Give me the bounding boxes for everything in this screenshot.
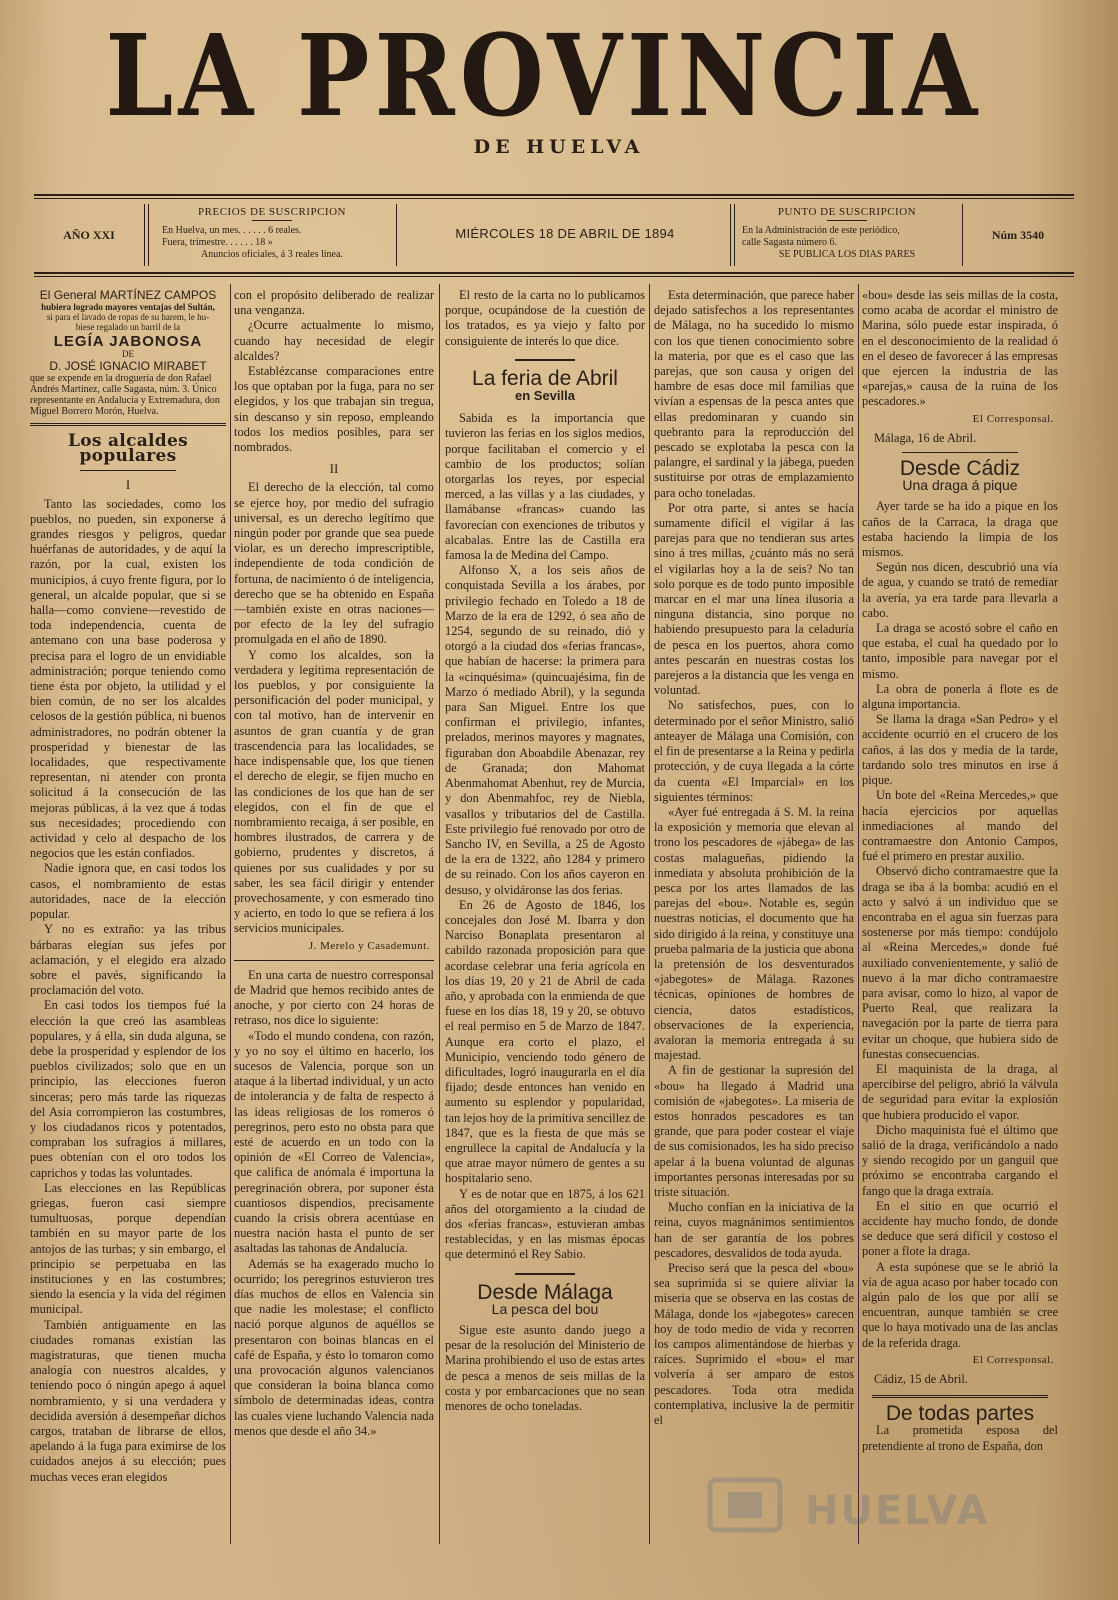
- paragraph: Preciso será que la pesca del «bou» sea suprimida si se quiere aliviar la miseria que se observa en las costas de Málaga, donde los «jabegotes» carecen hoy de todo medio de vida y recorren los campos alimentándose de hierbas y raíces. Suprimido el «bou» el mar volvería á ser amparo de estos pescadores. Toda otra medida contemplativa, inclusive la de permitir el: [654, 1261, 854, 1428]
- paragraph: Y es de notar que en 1875, á los 621 años del otorgamiento a la ciudad de dos «ferias francas», estuvieran ambas restablecidas, y en las mismas épocas que determinó el Rey Sabio.: [445, 1186, 645, 1262]
- paragraph: Se llama la draga «San Pedro» y el accidente ocurrió en el crucero de los caños, á las dos y media de la tarde, tardando solo tres minutos en irse á pique.: [862, 712, 1058, 788]
- signature: El Corresponsal.: [972, 1353, 1054, 1366]
- ad-de: DE: [122, 349, 134, 359]
- ad-product: LEGÍA JABONOSA: [53, 333, 203, 350]
- column-rule: [230, 284, 231, 1544]
- ornament-divider: [445, 1271, 645, 1277]
- section-number: I: [125, 477, 131, 493]
- column-4: [654, 288, 854, 1533]
- divider: [902, 452, 1018, 453]
- ad-maker: D. JOSÉ IGNACIO MIRABET: [49, 359, 207, 373]
- newspaper-title: LA PROVINCIA: [105, 11, 983, 142]
- paragraph: Además se ha exagerado mucho lo ocurrido; los peregrinos estuvieron tres días muchos de ellos en Valencia sin que nadie les molestase; el conflicto nació porque algunos de aquéllos se presentaron con boinas blancas en el café de España, y ésto lo tomaron como una provocación algunos valencianos que consideran la boina blanca como símbolo de determinadas ideas, contra las cuales viene luchando Valencia nada menos que desde el año 34.»: [234, 1256, 434, 1438]
- price-line: En Huelva, un mes. . . . . . 6 reales.: [162, 225, 302, 236]
- top-rule-thin: [34, 198, 1074, 199]
- paragraph: Por otra parte, si antes se hacía sumamente difícil el vigilar á las parejas para que no tendieran sus artes sino á tres millas, ¿cuánto más no será el vigilarlas hoy a la de seis? No tan solo porque es de todo punto imposible marcar en el mar una línea ilusoria a ninguna distancia, sino porque no habiendo presupuesto para la celaduría de pesca en los puertos, ahora como antes pescarán en nuestras costas los parejeros a la distancia que les venga en voluntad.: [654, 500, 854, 698]
- bottom-rule: [34, 272, 1074, 274]
- paragraph: «Ayer fué entregada á S. M. la reina la exposición y memoria que elevan al trono los pescadores de «jábega» de las costas malagueñas, pidiendo la inmediata y absoluta prohibición de la pesca por los artes llamados de las parejas del «bou». Notable es, según nuestras noticias, el documento que ha sido dirigido á la reina, y constituye una prueba palmaria de la justicia que abona la pretensión de los desventurados «jabegotes» de Málaga. Razones técnicas, opiniones de hombres de ciencia, datos estadísticos, observaciones de la experiencia, avaloran la memoria entregada á su majestad.: [654, 804, 854, 1063]
- article-title: Desde Málaga: [477, 1280, 613, 1304]
- paragraph: Alfonso X, a los seis años de conquistada Sevilla a los árabes, por privilegio fechado en Toledo a 18 de Marzo de la era de 1292, ó sea año de 1254, segundo de su reinado, dió y otorgó a la ciudad dos «ferias francas», que habían de hacerse: la primera para la «cinquésima» (quincuajésima, fin de Marzo ó mediado Abril), y la segunda para San Miguel. Entre los que confirman el privilegio, infantes, prelados, merinos mayores y magnates, figuraban don Aboabdile Abenazar, rey de Granada; don Mahomat Abenmahomat Abenhut, rey de Murcia, y don Abenmahfoc, rey de Niebla, vasallos y tributarios del de Castilla. Este privilegio fué renovado por otro de Sancho IV, en Sevilla, a 25 de Agosto de la era de 1322, año 1284 y primero de su reinado. Con los años cayeron en desuso, y olvidáronse las dos ferias.: [445, 563, 645, 897]
- divider: [827, 220, 867, 221]
- paragraph: La obra de ponerla á flote es de alguna importancia.: [862, 681, 1058, 712]
- article-subtitle: Una draga á pique: [902, 477, 1018, 494]
- watermark-text: HUELVA: [805, 1488, 990, 1534]
- point-line: SE PUBLICA LOS DIAS PARES: [778, 249, 916, 260]
- signature: J. Merelo y Casademunt.: [308, 939, 430, 952]
- article-title: Los alcaldes populares: [68, 431, 188, 467]
- section-number: II: [329, 461, 339, 477]
- price-line: Anuncios oficiales, á 3 reales línea.: [201, 249, 343, 260]
- info-divider: [396, 204, 397, 266]
- paragraph: No satisfechos, pues, con lo determinado por el señor Ministro, salió anteayer de Málaga una Comisión, con el fin de presentarse a la Reina y pedirla protección, y de cuya llegada a la córte da cuenta «El Imparcial» en los siguientes términos:: [654, 698, 854, 804]
- paragraph: Un bote del «Reina Mercedes,» que hacía ejercicios por aquellas inmediaciones al mando del contramaestre don Antonio Campos, fué el primero en prestar auxilio.: [862, 788, 1058, 864]
- paragraph: Tanto las sociedades, como los pueblos, no pueden, sin exponerse á grandes riesgos y peligros, quedar huérfanas de autoridades, y de aquí la razón, por la cual, existen los municipios, á cuyo frente figura, por lo general, un alcalde popular, que si se halla—como conviene—revestido de toda independencia, cuenta de antemano con una base poderosa y precisa para el logro de un envidiable administración; porque teniendo como tiene ésta por objeto, la utilidad y el bien común, de no ser los alcaldes celosos de la gestión pública, ni buenos administradores, no podrán obtener la prosperidad y bienestar de las localidades, que respectivamente representan, ni atender con pronta solicitud á la consecución de las mejoras públicas, á la vez que á todas sus necesidades; procediendo con actividad y celo al despacho de los negocios que les están confiados.: [30, 496, 226, 861]
- article-title: La feria de Abril: [472, 366, 618, 390]
- top-rule: [34, 194, 1074, 196]
- article-subtitle: La pesca del bou: [491, 1300, 599, 1317]
- divider: [234, 960, 434, 961]
- bottom-rule-thin: [34, 276, 1074, 277]
- paragraph: En el sitio en que ocurrió el accidente hay mucho fondo, de donde se deduce que será difícil y costoso el poner a flote la draga.: [862, 1198, 1058, 1259]
- paragraph: «Todo el mundo condena, con razón, y yo no soy el último en hacerlo, los sucesos de Valencia, porque son un ataque á la libertad individual, y un acto de intolerancia y de falta de respecto á las ideas religiosas de los romeros ó peregrinos, pero esto no obsta para que esté de acuerdo en un todo con la opinión de «El Correo de Valencia», que califica de anómala é importuna la peregrinación obrera, por suponer ésta cuantiosos dispendios, precisamente cuando la crisis obrera acentúase en nuestra nación hasta el punto de ser asaltadas las tahonas de Andalucía.: [234, 1028, 434, 1256]
- ad-small-print: que se expende en la droguería de don Rafael Andrés Martínez, calle Sagasta, núm. 3. Único representante en Andalucía y Extremadura, don Miguel Borrero Morón, Huelva.: [30, 373, 220, 417]
- divider: [80, 470, 176, 471]
- paragraph: También antiguamente en las ciudades romanas existían las magistraturas, que tienen mucha analogía con nuestros alcaldes, y teniendo poco ó ningún apego á aquel nombramiento, y si una verdadera y decidida aversión á desempeñar dichos cargos, trataban de librarse de ellos, apelando á la fuga para eximirse de los cuidados anejos á su elección; pues muchas veces eran elegidos: [30, 1317, 226, 1484]
- info-divider: [144, 204, 145, 266]
- paragraph: En 26 de Agosto de 1846, los concejales don José M. Ibarra y don Narciso Bonaplata presentaron al cabildo razonada proposición para que acordase celebrar una feria agrícola en los días 19, 20 y 21 de Abril de cada año, y aprobada con la enmienda de que fuese en los días 18, 19 y 20, se obtuvo el real permiso en 5 de Marzo de 1847. Aunque era corto el plazo, el Municipio, venciendo todo género de dificultades, logró inaugurarla en el día fijado; desde entonces han venido en aumento su esplendor y popularidad, tan lejos hoy de la primitiva sencillez de 1847, que es la fiesta de que más se engrullece la capital de Andalucía y la que atrae mayor número de gentes a su hospitalario seno.: [445, 897, 645, 1186]
- paragraph: El derecho de la elección, tal como se ejerce hoy, por medio del sufragio universal, es un derecho legítimo que ningún poder por grande que sea puede violar, es un derecho imprescriptible, independiente de toda condición de fortuna, de nacimiento ó de inteligencia, derecho que se ha obtenido en España—también existe en otras naciones—por efecto de la ley del sufragio promulgada en el año de 1890.: [234, 480, 434, 647]
- paragraph: Observó dicho contramaestre que la draga se iba á la bomba: acudió en el acto y salvó á un individuo que se encontraba en el agua sin fuerzas para sostenerse por más tiempo: condújolo al «Reina Mercedes,» donde fué auxiliado convenientemente, y salió de nuevo á la mar dicho contramaestre para avisar, como lo hizo, al vapor de Puerto Real, que realizara la navegación por la parte de tierra para evitar un choque, que hubiera sido de funestas consecuencias.: [862, 864, 1058, 1061]
- info-divider: [734, 204, 735, 266]
- issue-number: Núm 3540: [991, 228, 1045, 242]
- column-2: [234, 288, 434, 1533]
- advertisement: [30, 288, 226, 417]
- paragraph: ¿Ocurre actualmente lo mismo, cuando hay necesidad de elegir alcaldes?: [234, 318, 434, 363]
- ad-line: si para el lavado de ropas de su harem, le hu-: [46, 312, 210, 322]
- paragraph: Las elecciones en las Repúblicas griegas, fueron casi siempre tumultuosas, porque dependían también en su mayor parte de los antojos de las turbas; y sin embargo, el principio se perpetuaba en las instituciones y en las costumbres; siendo la esencia y la vida del régimen municipal.: [30, 1180, 226, 1317]
- paragraph: La draga se acostó sobre el caño en que estaba, el cual ha quedado por lo tanto, imposible para navegar por el mismo.: [862, 621, 1058, 681]
- subscription-point: [736, 200, 958, 270]
- paragraph: Y no es extraño: ya las tribus bárbaras elegían sus jefes por aclamación, y el elegido era alzado sobre el pavés, significando la proclamación del voto.: [30, 922, 226, 998]
- newspaper-subtitle: DE HUELVA: [473, 136, 645, 158]
- paragraph: Según nos dicen, descubrió una vía de agua, y cuando se trató de remediar la avería, ya era tarde para llevarla a cabo.: [862, 560, 1058, 620]
- paragraph: Esta determinación, que parece haber dejado satisfechos a los representantes de Málaga, no ha sucedido lo mismo con los que tienen conocimiento sobre la materia, por que es el caso que las parejas, que son causa y origen del hambre de esas doce mil familias que vivían a espensas de la pesca antes que ellas predominaran y cuando sin quebranto para la reproducción del pescado se explotaba la pesca con la palangre, el sardinal y la jábega, pueden sustituirse por otras de emplazamiento para ocho toneladas.: [654, 288, 854, 500]
- column-rule: [649, 284, 650, 1544]
- column-5: [862, 288, 1058, 1533]
- paragraph: «bou» desde las seis millas de la costa, como acaba de acordar el ministro de Marina, sólo puede estar inspirada, ó en el desconocimiento de la realidad ó en el deseo de favorecer á las empresas que ejercen la industria de las «parejas,» causa de la ruina de los pescadores.»: [862, 288, 1058, 409]
- paragraph: con el propósito deliberado de realizar una venganza.: [234, 288, 434, 318]
- paragraph: Sabida es la importancia que tuvieron las ferias en los siglos medios, porque facilitaban el comercio y el cambio de los productos; solían otorgarlas los reyes, por especial merced, a las villas y a las ciudades, y llamábanse «francas» cuando las favorecían con exenciones de tributos y alcabalas. Entre las de Castilla era famosa la de Medina del Campo.: [445, 411, 645, 563]
- dateline: Málaga, 16 de Abril.: [874, 430, 977, 445]
- watermark: [700, 1470, 1000, 1550]
- divider: [252, 220, 292, 221]
- info-divider: [730, 204, 731, 266]
- paragraph: Establézcanse comparaciones entre los que optaban por la fuga, para no ser elegidos, y los que trabajan sin tregua, sin descanso y sin reposo, empleando todos los medios posibles, para ser nombrados.: [234, 364, 434, 455]
- watermark-emblem-icon: [700, 1470, 790, 1540]
- signature: El Corresponsal.: [972, 412, 1054, 425]
- column-1: [30, 288, 226, 1533]
- article-title: Desde Cádiz: [899, 457, 1021, 481]
- info-bar: [34, 200, 1074, 272]
- paragraph: La prometida esposa del pretendiente al trono de España, don: [862, 1423, 1058, 1453]
- column-rule: [858, 284, 859, 1544]
- dateline: Cádiz, 15 de Abril.: [874, 1372, 968, 1387]
- point-line: En la Administración de este periódico,: [742, 225, 900, 236]
- subscription-prices: [152, 200, 392, 270]
- ad-line: biese regalado un barril de la: [75, 322, 181, 332]
- price-line: Fuera, trimestre. . . . . . 18 »: [162, 237, 273, 248]
- point-line: calle Sagasta número 6.: [742, 237, 837, 248]
- issue-date: MIÉRCOLES 18 DE ABRIL DE 1894: [455, 226, 675, 241]
- prices-heading: PRECIOS DE SUSCRIPCION: [198, 206, 346, 218]
- paragraph: Y como los alcaldes, son la verdadera y legítima representación de los pueblos, y por consiguiente la personificación del poder municipal, y con tal motivo, han de intervenir en asuntos de gran cuantía y de gran trascendencia para las localidades, se hace indispensable que, los que tienen el derecho de elegir, se fijen mucho en las condiciones de los que han de ser elegidos, con el fin de que el nombramiento recaiga, á ser posible, en hombres ilustrados, de carrera y de gobierno, prudentes y discretos, á quienes por sus cualidades y por su saber, les sea fácil dirigir y entender provechosamente, y con esmerado tino y acierto, en todo lo que se refiera á los servicios municipales.: [234, 647, 434, 936]
- info-divider: [962, 204, 963, 266]
- paragraph: Ayer tarde se ha ido a pique en los caños de la Carraca, la draga que estaba haciendo la limpia de los mismos.: [862, 499, 1058, 560]
- divider: [30, 423, 226, 426]
- paragraph: En casi todos los tiempos fué la elección la que creó las asambleas populares, y á ella, sin duda alguna, se debe la prosperidad y esplendor de los pueblos civilizados; solo que en un principio, las elecciones fueron sinceras; pero más tarde las riquezas del Asia corrompieron las costumbres, y los ciudadanos ricos y potentados, compraban los sufragios á millares, pues obtenían con el oro todos los caprichos y todas las voluntades.: [30, 998, 226, 1180]
- paragraph: Dicho maquinista fué el último que salió de la draga, verificándolo a nado y siendo recogido por un ganguil que próximo se encontraba cargando el fango que la draga extraía.: [862, 1122, 1058, 1198]
- paragraph: El resto de la carta no lo publicamos porque, ocupándose de la cuestión de los tratados, es ya viejo y falto por consiguiente de interés lo que dice.: [445, 288, 645, 348]
- column-rule: [439, 284, 440, 1544]
- ornament-divider: [445, 357, 645, 363]
- info-divider: [148, 204, 149, 266]
- paragraph: Sigue este asunto dando juego a pesar de la resolución del Ministerio de Marina prohibiendo el uso de estas artes de pesca a menos de seis millas de la costa y por embarcaciones que no sean menores de ocho toneladas.: [445, 1323, 645, 1414]
- paragraph: En una carta de nuestro corresponsal de Madrid que hemos recibido antes de anoche, y por cierto con 24 horas de retraso, nos dice lo siguiente:: [234, 967, 434, 1028]
- divider: [872, 1395, 1048, 1398]
- paragraph: Mucho confían en la iniciativa de la reina, cuyos magnánimos sentimientos han de ser garantía de los pobres pescadores, desvalidos de toda ayuda.: [654, 1200, 854, 1260]
- masthead: [0, 11, 1118, 142]
- year-label: AÑO XXI: [63, 228, 115, 242]
- paragraph: Nadie ignora que, en casi todos los casos, el nombramiento de estas autoridades, nace de la elección popular.: [30, 861, 226, 922]
- paragraph: El maquinista de la draga, al apercibirse del peligro, abrió la válvula de seguridad para evitar la explosión que hubiera producido el vapor.: [862, 1061, 1058, 1122]
- article-title: De todas partes: [885, 1402, 1035, 1426]
- ad-line: El General MARTÍNEZ CAMPOS: [39, 288, 217, 302]
- point-heading: PUNTO DE SUSCRIPCION: [777, 206, 917, 218]
- paragraph: A fin de gestionar la supresión del «bou» ha llegado á Madrid una comisión de «jabegotes». La miseria de estos honrados pescadores es tan grande, que para poder costear el viaje de sus comisionados, les ha sido preciso apelar á la buena voluntad de algunas importantes personas interesadas por su triste situación.: [654, 1063, 854, 1199]
- ad-line: hubiera logrado mayores ventajas del Sultán,: [41, 302, 215, 312]
- paragraph: A esta supónese que se le abrió la vía de agua acaso por haber tocado con algún palo de los que por allí se encuentran, aunque también se cree que lo haya motivado una de las anclas de la referida draga.: [862, 1259, 1058, 1350]
- article-subtitle: en Sevilla: [515, 388, 575, 404]
- column-3: [445, 288, 645, 1533]
